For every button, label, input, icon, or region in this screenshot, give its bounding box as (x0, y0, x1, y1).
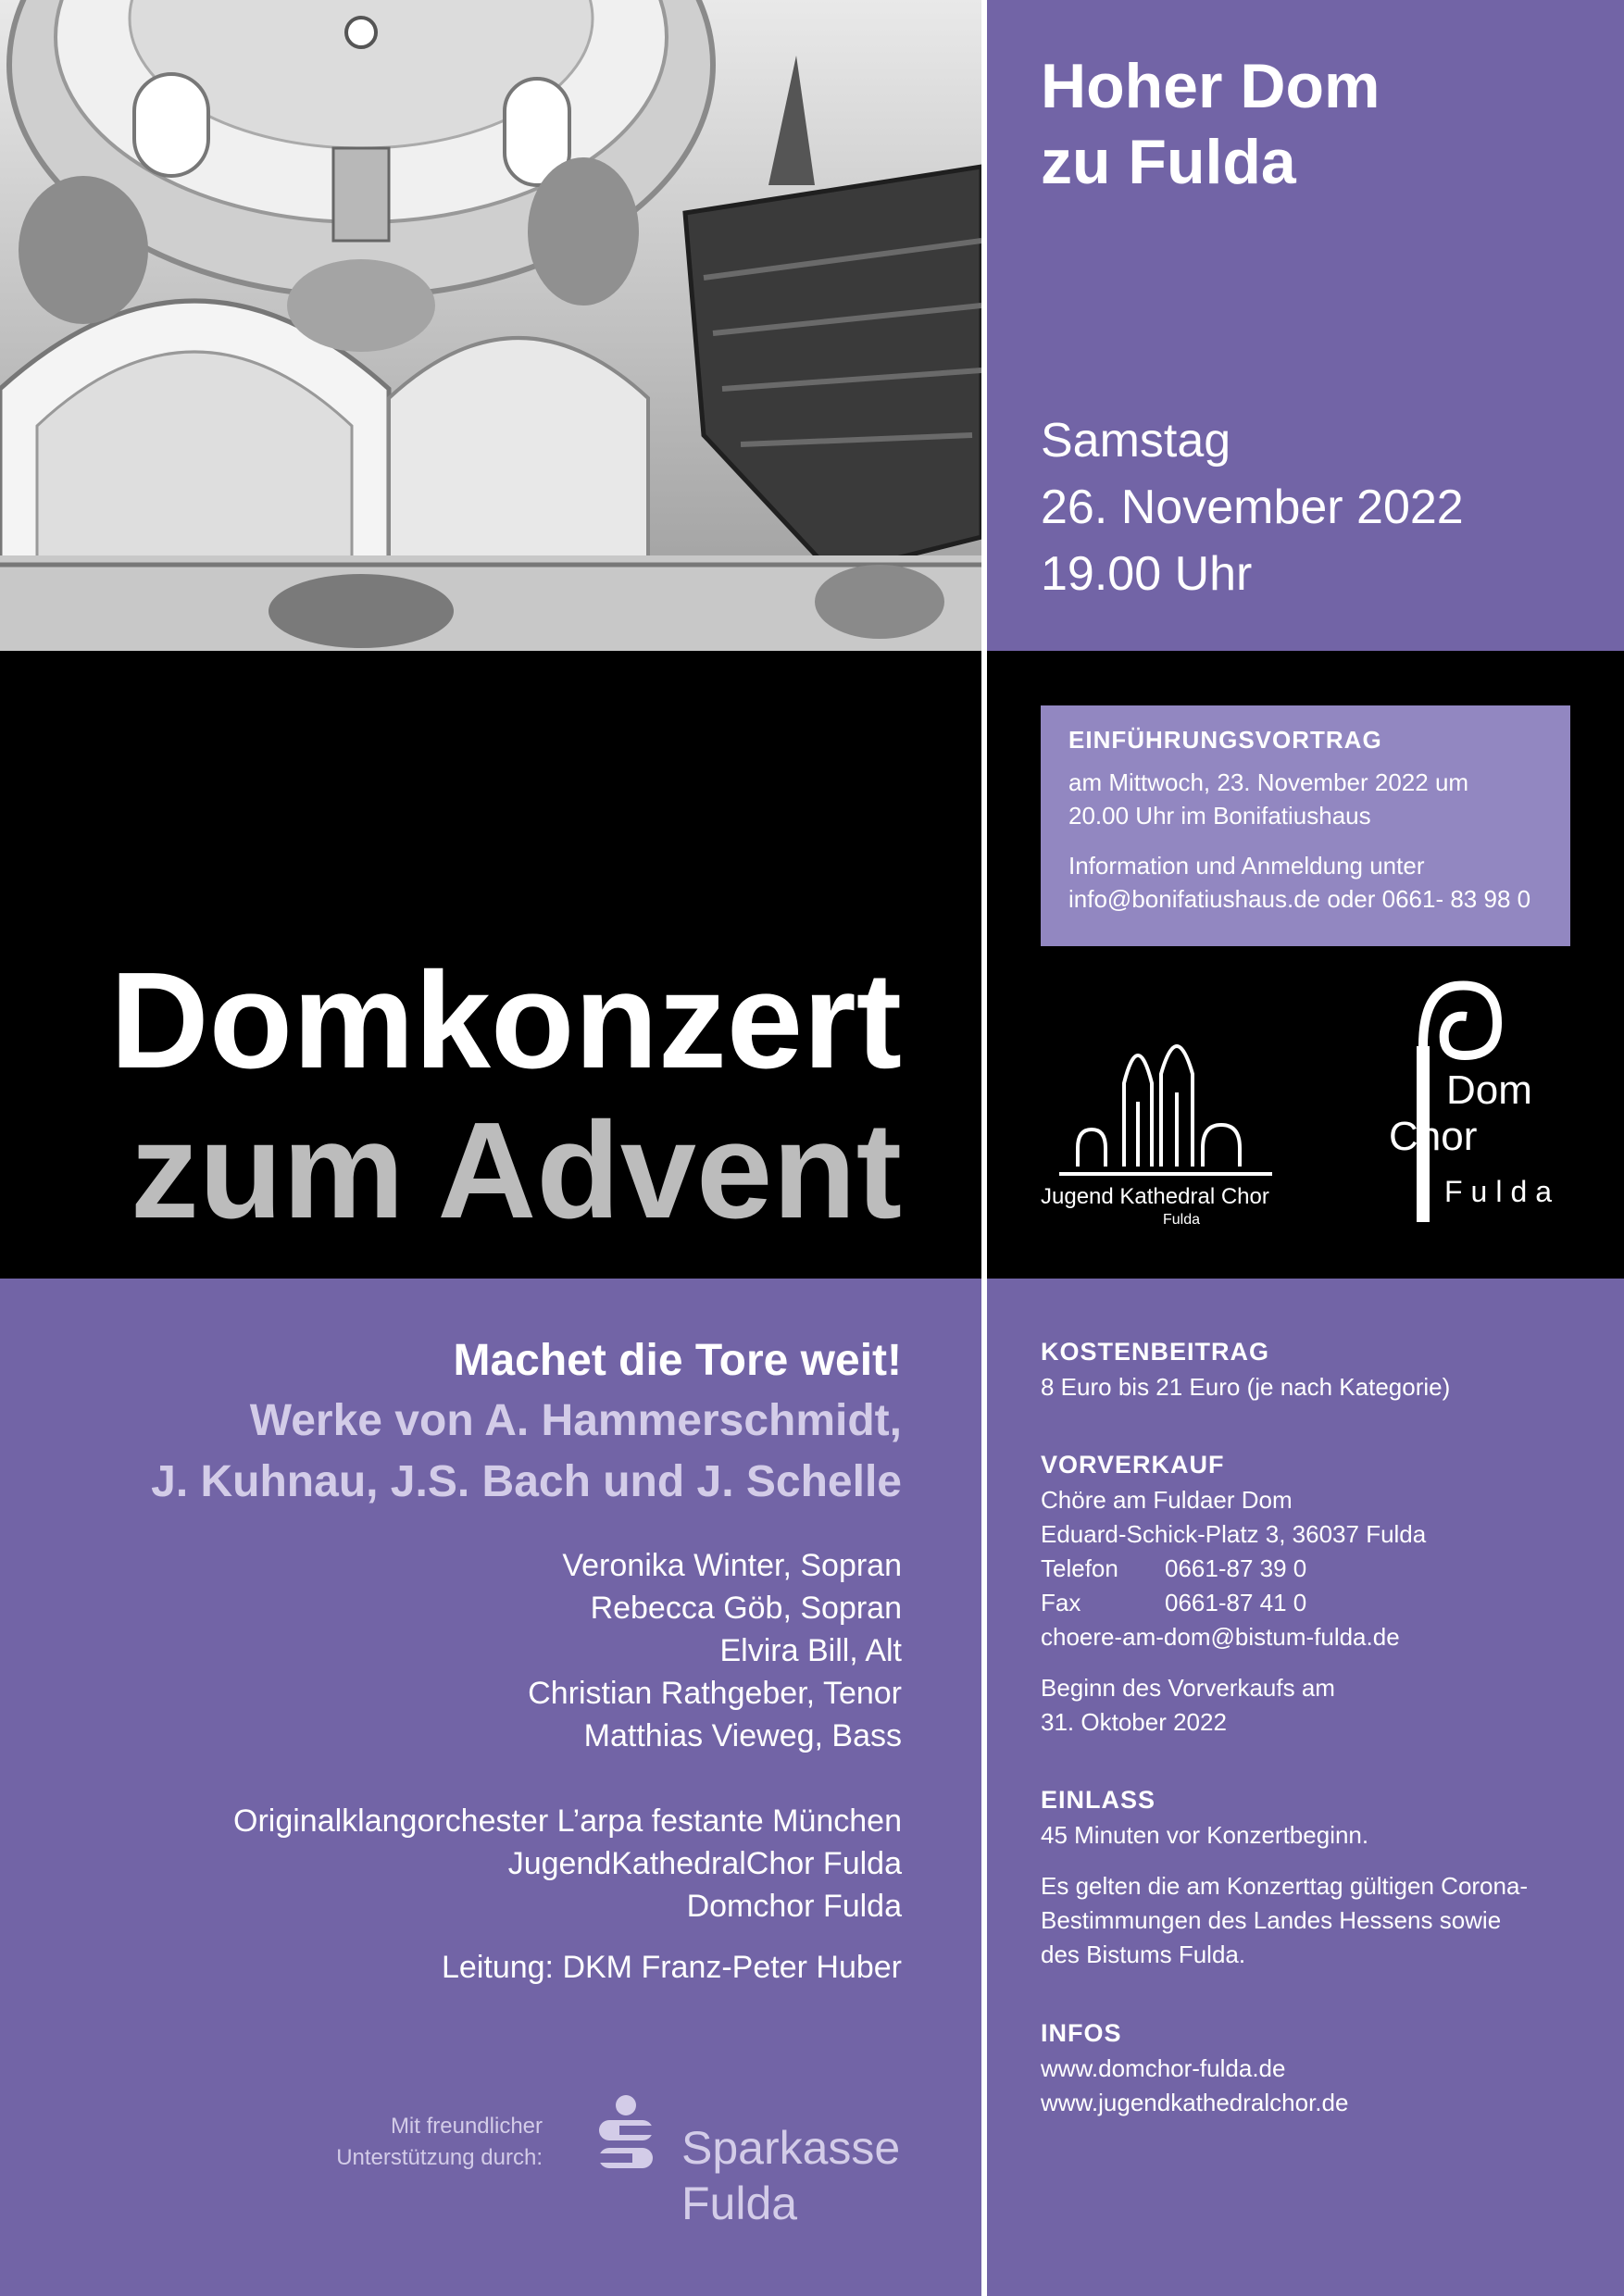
date-weekday: Samstag (1041, 414, 1231, 468)
program-works-line2: J. Kuhnau, J.S. Bach und J. Schelle (151, 1457, 902, 1506)
ensembles-list (233, 1800, 902, 1928)
domchor-logo (1381, 972, 1567, 1236)
intro-line4: info@bonifatiushaus.de oder 0661- 83 98 0 (1068, 885, 1531, 913)
intro-line2: 20.00 Uhr im Bonifatiushaus (1068, 802, 1371, 830)
soloist: Elvira Bill, Alt (719, 1633, 902, 1668)
dom-word: Dom (1446, 1067, 1532, 1113)
sponsor-note-line2: Unterstützung durch: (336, 2145, 543, 2170)
info-vorverkauf (1041, 1446, 1596, 1740)
dom-city: Fulda (1444, 1175, 1561, 1208)
venue (1041, 48, 1380, 200)
sparkasse-name: Sparkasse (681, 2122, 901, 2174)
fax-label: Fax (1041, 1589, 1081, 1616)
cathedral-photo (0, 0, 981, 651)
corona-line3: des Bistums Fulda. (1041, 1940, 1246, 1968)
soloist: Christian Rathgeber, Tenor (528, 1676, 902, 1711)
ensemble: JugendKathedralChor Fulda (507, 1846, 902, 1881)
sponsor-note-line1: Mit freundlicher (390, 2114, 543, 2139)
sparkasse-icon (595, 2094, 656, 2178)
vorverkauf-name: Chöre am Fuldaer Dom (1041, 1486, 1293, 1514)
infos-heading: INFOS (1041, 2019, 1122, 2047)
date-day: 26. November 2022 (1041, 480, 1464, 534)
fax-row (1041, 1586, 1596, 1620)
sparkasse-city: Fulda (681, 2177, 798, 2229)
corona-line2: Bestimmungen des Landes Hessens sowie (1041, 1906, 1502, 1934)
jkc-name: Jugend Kathedral Chor (1041, 1184, 1269, 1209)
info-kosten (1041, 1333, 1596, 1404)
soloists-list (528, 1544, 902, 1757)
telefon-row (1041, 1552, 1596, 1586)
sparkasse-logo-text (681, 2120, 900, 2231)
ensemble: Domchor Fulda (686, 1889, 902, 1924)
headline-line2: zum Advent (130, 1094, 902, 1247)
vorverkauf-heading: VORVERKAUF (1041, 1451, 1225, 1479)
venue-line1: Hoher Dom (1041, 51, 1380, 121)
concert-date (1041, 407, 1464, 607)
url-domchor: www.domchor-fulda.de (1041, 2054, 1286, 2082)
url-jugendkathedralchor: www.jugendkathedralchor.de (1041, 2089, 1349, 2116)
program-motto: Machet die Tore weit! (453, 1336, 902, 1385)
soloist: Rebecca Göb, Sopran (590, 1591, 902, 1626)
vertical-divider (981, 0, 987, 2296)
kosten-heading: KOSTENBEITRAG (1041, 1338, 1270, 1366)
intro-heading: EINFÜHRUNGSVORTRAG (1068, 726, 1382, 754)
corona-line1: Es gelten die am Konzerttag gültigen Corona- (1041, 1872, 1529, 1900)
program-works-line1: Werke von A. Hammerschmidt, (249, 1396, 902, 1445)
fax-value: 0661-87 41 0 (1165, 1589, 1307, 1616)
vorverkauf-email: choere-am-dom@bistum-fulda.de (1041, 1623, 1400, 1651)
vorverkauf-begin-line2: 31. Oktober 2022 (1041, 1708, 1227, 1736)
info-infos (1041, 2015, 1596, 2120)
jkc-city: Fulda (1163, 1212, 1201, 1228)
vorverkauf-address: Eduard-Schick-Platz 3, 36037 Fulda (1041, 1520, 1427, 1548)
soloist: Veronika Winter, Sopran (562, 1548, 902, 1583)
vorverkauf-begin-line1: Beginn des Vorverkaufs am (1041, 1674, 1335, 1702)
venue-line2: zu Fulda (1041, 127, 1296, 197)
headline-line1: Domkonzert (109, 944, 902, 1097)
intro-line3: Information und Anmeldung unter (1068, 852, 1425, 880)
intro-line1: am Mittwoch, 23. November 2022 um (1068, 768, 1469, 796)
einlass-heading: EINLASS (1041, 1786, 1156, 1814)
soloist: Matthias Vieweg, Bass (583, 1718, 902, 1753)
conductor: Leitung: DKM Franz-Peter Huber (442, 1950, 902, 1985)
telefon-label: Telefon (1041, 1554, 1118, 1582)
einlass-text: 45 Minuten vor Konzertbeginn. (1041, 1821, 1369, 1849)
ensemble: Originalklangorchester L’arpa festante München (233, 1803, 902, 1839)
sponsor-note (336, 2111, 543, 2174)
telefon-value: 0661-87 39 0 (1165, 1554, 1307, 1582)
date-time: 19.00 Uhr (1041, 547, 1253, 601)
kosten-text: 8 Euro bis 21 Euro (je nach Kategorie) (1041, 1373, 1451, 1401)
info-einlass (1041, 1781, 1596, 1972)
intro-lecture-box (1041, 705, 1570, 946)
jugend-kathedral-chor-logo (1041, 1018, 1337, 1236)
chor-word: Chor (1389, 1114, 1478, 1159)
